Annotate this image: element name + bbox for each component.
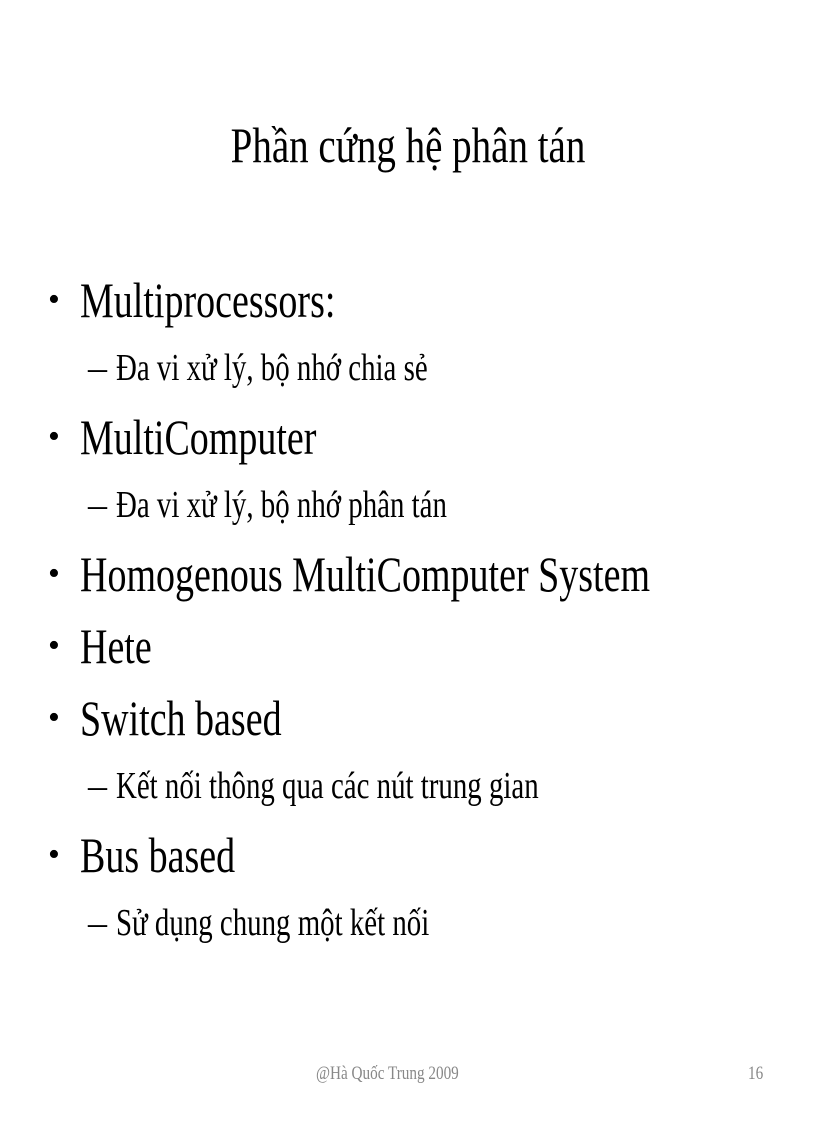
sub-item-shared-connection bbox=[48, 891, 788, 956]
sub-item-text: Đa vi xử lý, bộ nhớ phân tán bbox=[116, 484, 447, 526]
bullet-text: Switch based bbox=[80, 690, 282, 746]
bullet-item-switch-based bbox=[48, 682, 788, 754]
footer-author: @Hà Quốc Trung 2009 bbox=[316, 1063, 459, 1084]
bullet-text: Bus based bbox=[80, 827, 236, 883]
dash-marker-icon: – bbox=[88, 765, 107, 807]
sub-item-distributed-memory bbox=[48, 473, 788, 538]
bullet-item-homogenous bbox=[48, 538, 788, 610]
bullet-text: MultiComputer bbox=[80, 409, 317, 465]
sub-item-shared-memory bbox=[48, 336, 788, 401]
bullet-marker-icon: • bbox=[48, 418, 60, 455]
bullet-marker-icon: • bbox=[48, 281, 60, 318]
bullet-marker-icon: • bbox=[48, 555, 60, 592]
bullet-item-multicomputer bbox=[48, 401, 788, 473]
bullet-marker-icon: • bbox=[48, 627, 60, 664]
bullet-item-multiprocessors bbox=[48, 264, 788, 336]
bullet-item-bus-based bbox=[48, 819, 788, 891]
dash-marker-icon: – bbox=[88, 484, 107, 526]
dash-marker-icon: – bbox=[88, 902, 107, 944]
bullet-list bbox=[48, 264, 788, 956]
bullet-marker-icon: • bbox=[48, 699, 60, 736]
bullet-text: Homogenous MultiComputer System bbox=[80, 546, 650, 602]
page-number: 16 bbox=[748, 1063, 764, 1084]
bullet-item-hete bbox=[48, 610, 788, 682]
bullet-text: Multiprocessors: bbox=[80, 272, 336, 328]
dash-marker-icon: – bbox=[88, 347, 107, 389]
slide-title: Phần cứng hệ phân tán bbox=[230, 117, 586, 173]
bullet-text: Hete bbox=[80, 618, 152, 674]
sub-item-text: Sử dụng chung một kết nối bbox=[116, 902, 430, 944]
sub-item-text: Đa vi xử lý, bộ nhớ chia sẻ bbox=[116, 347, 428, 389]
sub-item-intermediate-nodes bbox=[48, 754, 788, 819]
sub-item-text: Kết nối thông qua các nút trung gian bbox=[116, 765, 539, 807]
bullet-marker-icon: • bbox=[48, 836, 60, 873]
